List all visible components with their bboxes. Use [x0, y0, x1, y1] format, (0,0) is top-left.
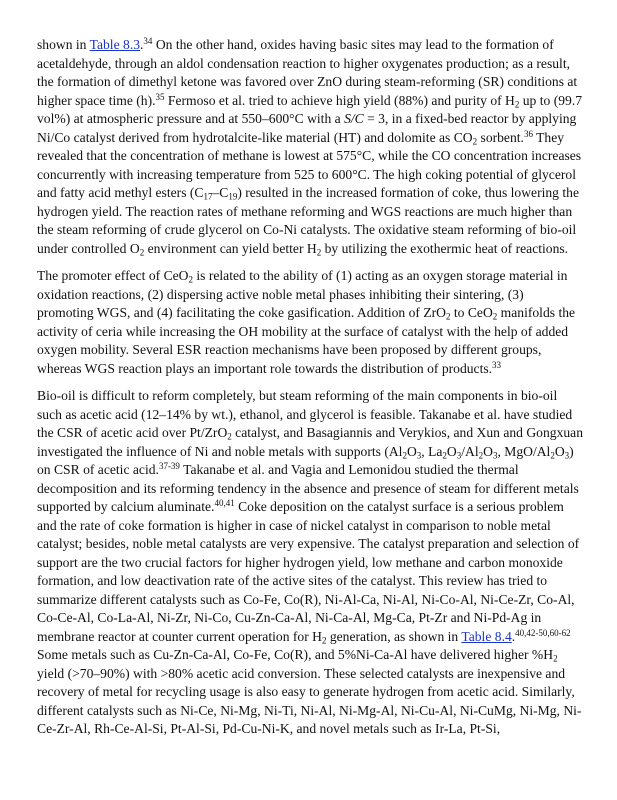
- text-run: sorbent.: [477, 129, 524, 145]
- text-run: O: [446, 443, 457, 459]
- text-run: /Al: [461, 443, 479, 459]
- text-run: shown in: [37, 37, 90, 52]
- paragraph-3: [37, 387, 583, 739]
- citation-ref: 35: [155, 91, 165, 102]
- document-page: [37, 36, 583, 748]
- subscript: 17: [203, 191, 213, 202]
- table-link[interactable]: Table 8.4: [461, 628, 512, 644]
- subscript: 2: [227, 431, 232, 442]
- subscript: 3: [456, 449, 462, 460]
- subscript: 2: [188, 274, 193, 285]
- text-run: , La: [421, 443, 443, 459]
- italic-text: S/C: [344, 111, 364, 126]
- subscript: 3: [416, 449, 422, 460]
- text-run: Takanabe et al. and Vagia and Lemonidou studied the thermal decomposition and its reforming tendency in the absence and presence of steam for different metals supported by calcium aluminate.: [37, 462, 579, 514]
- citation-ref: 40,42-50,60-62: [515, 627, 571, 638]
- subscript: 3: [564, 449, 570, 460]
- text-run: O: [483, 443, 493, 459]
- paragraph-2: [37, 267, 583, 378]
- text-run: O: [406, 443, 417, 459]
- text-run: manifolds the activity of ceria while increasing the OH mobility at the surface of catalyst with the help of added oxygen mobility. Several ESR reaction mechanisms have been proposed by different groups, whereas WGS reaction plays an important role towards the distribution of products.: [37, 305, 576, 376]
- subscript: 19: [228, 191, 238, 202]
- citation-ref: 37-39: [158, 461, 180, 472]
- subscript: 2: [514, 98, 520, 109]
- text-run: On the other hand, oxides having basic sites may lead to the formation of acetaldehyde, through an aldol condensation reaction to higher oxygenates production; as a result, the formation of dimethyl ketone was favored over ZnO during steam-reforming (SR) conditions at higher space time (h).: [37, 37, 578, 108]
- paragraph-1: [37, 36, 583, 258]
- text-run: catalyst, and Basagiannis and Verykios, and Xun and Gongxuan investigated the influence of Ni and noble metals with supports (Al: [37, 425, 583, 459]
- citation-ref: 40,41: [214, 498, 235, 509]
- text-run: = 3, in a fixed-bed reactor by applying Ni/Co catalyst derived from hydrotalcite-like material (HT) and dolomite as CO: [37, 111, 577, 145]
- text-run: .: [511, 628, 516, 644]
- text-run: Bio-oil is difficult to reform completely, but steam reforming of the main components in bio-oil such as acetic acid (12–14% by wt.), ethanol, and glycerol is feasible. Takanabe et al. have studied the CSR of acetic acid over Pt/ZrO: [37, 388, 573, 440]
- subscript: 2: [472, 135, 478, 146]
- subscript: 2: [402, 449, 407, 460]
- text-run: by utilizing the exothermic heat of reactions.: [321, 240, 569, 256]
- text-run: ) resulted in the increased formation of coke, thus lowering the hydrogen yield. The reaction rates of methane reforming and WGS reactions are much higher than the steam reforming of crude glycerol on Co-Ni catalysts. The oxidative steam reforming of bio-oil under controlled O: [37, 185, 579, 256]
- text-run: .: [140, 37, 144, 52]
- text-run: to CeO: [450, 305, 493, 320]
- citation-ref: 34: [143, 36, 153, 47]
- citation-ref: 36: [523, 128, 533, 139]
- subscript: 2: [442, 449, 447, 460]
- text-run: The promoter effect of CeO: [37, 268, 189, 283]
- subscript: 2: [492, 311, 498, 322]
- table-link[interactable]: Table 8.3: [89, 37, 141, 52]
- text-run: , MgO/Al: [497, 443, 551, 459]
- text-run: O: [554, 443, 565, 459]
- subscript: 2: [478, 449, 484, 460]
- text-run: environment can yield better H: [144, 240, 317, 256]
- text-run: Fermoso et al. tried to achieve high yield (88%) and purity of H: [164, 92, 515, 108]
- text-run: is related to the ability of (1) acting as an oxygen storage material in oxidation reactions, (2) dispersing active noble metal phases inhibiting their sintering, (3) promoting WGS, and (4) facilitating the coke gasification. Addition of ZrO: [37, 268, 568, 320]
- text-run: Some metals such as Cu-Zn-Ca-Al, Co-Fe, Co(R), and 5%Ni-Ca-Al have delivered higher %H: [37, 647, 554, 662]
- subscript: 2: [550, 449, 555, 460]
- subscript: 3: [492, 449, 498, 460]
- subscript: 2: [321, 634, 327, 645]
- citation-ref: 33: [492, 359, 502, 370]
- subscript: 2: [139, 246, 145, 257]
- text-run: ) on CSR of acetic acid.: [37, 443, 574, 477]
- subscript: 2: [316, 246, 322, 257]
- text-run: yield (>70–90%) with >80% acetic acid conversion. These selected catalysts are inexpensive and recovery of metal for recycling usage is also easy to generate hydrogen from acetic acid. Similarly, different catalysts such as Ni-Ce, Ni-Mg, Ni-Ti, Ni-Al, Ni-Mg-Al, Ni-Cu-Al, Ni-CuMg, Ni-Mg, Ni-Ce-Zr-Al, Rh-Ce-Al-Si, Pt-Al-Si, Pd-Cu-Ni-K, and novel metals such as Ir-La, Pt-Si,: [37, 665, 582, 736]
- subscript: 2: [553, 653, 558, 664]
- text-run: generation, as shown in: [326, 628, 462, 644]
- text-run: –C: [212, 185, 229, 200]
- text-run: They revealed that the concentration of methane is lowest at 575°C, while the CO concentration increases concurrently with increasing temperature from 525 to 600°C. The high coking potential of glycerol and fatty acid methyl esters (C: [37, 129, 582, 200]
- subscript: 2: [445, 311, 451, 322]
- text-run: Coke deposition on the catalyst surface is a serious problem and the rate of coke formation is higher in case of nickel catalyst in comparison to noble metal catalyst; besides, noble metal catalysts are very expensive. The catalyst preparation and selection of support are the two crucial factors for higher hydrogen yield, low methane and carbon monoxide formation, and low deactivation rate of the active sites of the catalyst. This review has tried to summarize different catalysts such as Co-Fe, Co(R), Ni-Al-Ca, Ni-Al, Ni-Co-Al, Ni-Ce-Zr, Co-Al, Co-Ce-Al, Co-La-Al, Ni-Zr, Ni-Co, Cu-Zn-Ca-Al, Ni-Ca-Al, Mg-Ca, Pt-Zr and Ni-Pd-Ag in membrane reactor at counter current operation for H: [37, 499, 580, 644]
- text-run: up to (99.7 vol%) at atmospheric pressure and at 550–600°C with a: [37, 92, 583, 126]
